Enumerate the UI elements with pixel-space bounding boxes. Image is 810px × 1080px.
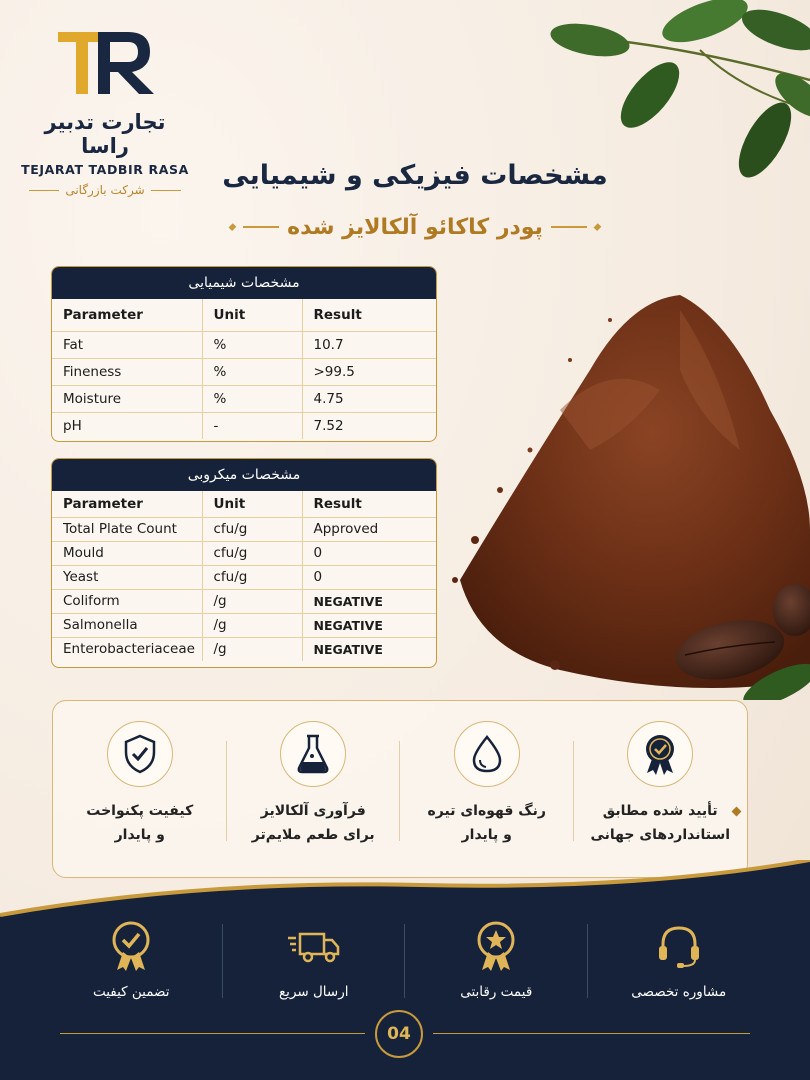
table-cell: NEGATIVE <box>302 589 436 613</box>
ornament-line <box>551 226 587 228</box>
table-row <box>52 517 436 541</box>
table-cell: Mould <box>63 545 104 561</box>
table-cell: - <box>202 412 302 439</box>
feature-line2: برای طعم ملایم‌تر <box>251 827 375 843</box>
table-cell: Yeast <box>63 569 99 585</box>
product-subtitle: پودر کاکائو آلکالایز شده <box>287 214 543 240</box>
table-cell: Coliform <box>63 593 120 609</box>
product-subtitle-row <box>230 210 600 244</box>
feature-line2: و پایدار <box>461 827 512 843</box>
brand-name-fa: تجارت تدبیر راسا <box>44 110 166 158</box>
table-cell: cfu/g <box>202 541 302 565</box>
feature-line2: و پایدار <box>114 827 165 843</box>
table-cell: % <box>202 385 302 412</box>
table-cell: Total Plate Count <box>63 521 177 537</box>
table-cell: % <box>202 331 302 358</box>
table-cell: Moisture <box>63 390 122 407</box>
features-panel <box>52 700 748 878</box>
table-row <box>52 613 436 637</box>
feature-line1: رنگ قهوه‌ای تیره <box>427 803 546 819</box>
column-header: Unit <box>202 491 302 517</box>
table-cell: 0 <box>302 541 436 565</box>
feature-line1: کیفیت پکنواخت <box>86 803 194 819</box>
microbial-specs-table <box>52 491 436 661</box>
shield-check-icon <box>123 734 157 774</box>
table-header-row <box>52 299 436 331</box>
brand-name-en: TEJARAT TADBIR RASA <box>21 162 189 177</box>
brand-logo <box>20 22 190 197</box>
table-row <box>52 358 436 385</box>
page-number-line <box>433 1033 750 1034</box>
microbial-specs-heading: مشخصات میکروبی <box>52 459 436 491</box>
page-number-line <box>60 1033 365 1034</box>
feature-icon-wrap <box>627 721 693 787</box>
table-cell: 4.75 <box>302 385 436 412</box>
table-cell: Fat <box>63 336 84 353</box>
table-header-row <box>52 491 436 517</box>
cocoa-powder-image <box>440 250 810 700</box>
feature-alkalized <box>227 701 401 843</box>
table-cell: cfu/g <box>202 517 302 541</box>
star-badge-icon <box>468 920 524 972</box>
table-cell: Approved <box>302 517 436 541</box>
ornament-dot <box>229 223 237 231</box>
column-header: Parameter <box>63 495 143 512</box>
chemical-specs-card <box>51 266 437 442</box>
feature-line1: تأیید شده مطابق <box>602 803 718 819</box>
tagline-divider <box>151 190 181 191</box>
table-cell: 10.7 <box>302 331 436 358</box>
table-cell: /g <box>202 613 302 637</box>
lab-flask-icon <box>296 734 330 774</box>
footer-item-price <box>405 920 588 1010</box>
table-row <box>52 331 436 358</box>
brand-tagline <box>20 183 190 197</box>
chemical-specs-heading: مشخصات شیمیایی <box>52 267 436 299</box>
tr-monogram-logo <box>50 22 160 102</box>
water-drop-icon <box>472 735 502 773</box>
feature-quality <box>53 701 227 843</box>
footer-label: ارسال سریع <box>279 984 349 1000</box>
table-cell: /g <box>202 637 302 661</box>
microbial-specs-card <box>51 458 437 668</box>
page-number: 04 <box>375 1010 423 1058</box>
page-title: مشخصات فیزیکی و شیمیایی <box>222 160 608 191</box>
table-cell: Enterobacteriaceae <box>63 641 195 658</box>
footer-label: تضمین کیفیت <box>92 984 170 1000</box>
feature-icon-wrap <box>454 721 520 787</box>
table-row <box>52 541 436 565</box>
footer-item-guarantee <box>40 920 223 1010</box>
feature-icon-wrap <box>107 721 173 787</box>
table-cell: pH <box>63 417 82 434</box>
feature-certified <box>574 701 748 843</box>
table-row <box>52 385 436 412</box>
feature-icon-wrap <box>280 721 346 787</box>
brand-tagline-text: شرکت بازرگانی <box>65 183 145 197</box>
column-header: Result <box>302 491 436 517</box>
footer-item-shipping <box>223 920 406 1010</box>
table-cell: Fineness <box>63 363 122 380</box>
table-cell: cfu/g <box>202 565 302 589</box>
table-cell: /g <box>202 589 302 613</box>
footer-features <box>40 920 770 1010</box>
table-row <box>52 412 436 439</box>
footer-label: قیمت رقابتی <box>460 984 533 1000</box>
table-row <box>52 637 436 661</box>
column-header: Unit <box>202 299 302 331</box>
chemical-specs-table <box>52 299 436 439</box>
table-row <box>52 565 436 589</box>
award-ribbon-icon <box>641 733 679 775</box>
feature-line2: استانداردهای جهانی <box>590 827 731 843</box>
table-cell: NEGATIVE <box>302 637 436 661</box>
feature-dark-color <box>400 701 574 843</box>
footer-item-consultation <box>588 920 771 1010</box>
quality-medal-icon <box>103 920 159 972</box>
headset-icon <box>651 920 707 972</box>
column-header: Result <box>302 299 436 331</box>
table-cell: NEGATIVE <box>302 613 436 637</box>
table-cell: 0 <box>302 565 436 589</box>
table-row <box>52 589 436 613</box>
table-cell: % <box>202 358 302 385</box>
feature-line1: فرآوری آلکالایز <box>260 803 366 819</box>
footer-label: مشاوره تخصصی <box>631 984 727 1000</box>
tagline-divider <box>29 190 59 191</box>
table-cell: 7.52 <box>302 412 436 439</box>
column-header: Parameter <box>63 306 143 323</box>
ornament-line <box>243 226 279 228</box>
table-cell: Salmonella <box>63 617 138 633</box>
table-cell: >99.5 <box>302 358 436 385</box>
delivery-truck-icon <box>286 920 342 972</box>
